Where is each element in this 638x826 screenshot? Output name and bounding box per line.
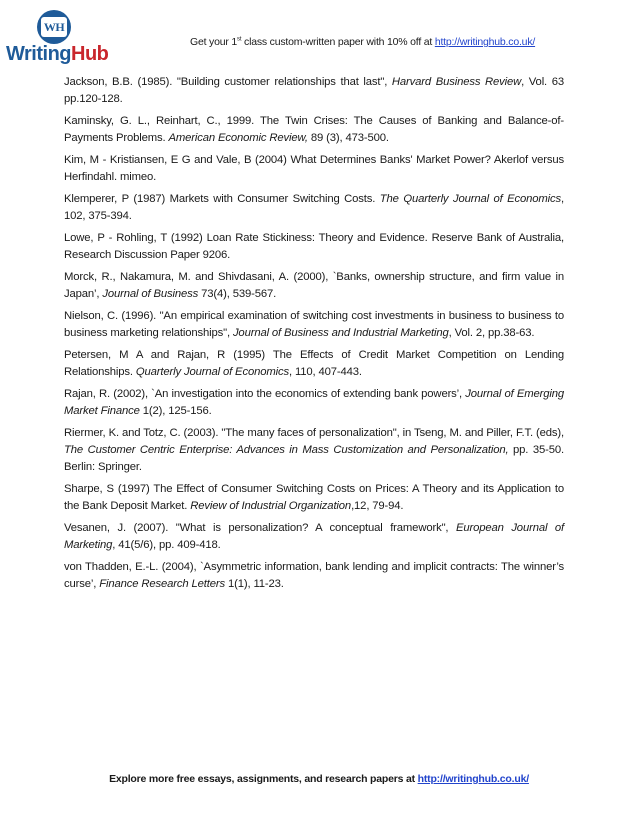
ref-text: Sharpe, S (1997) The Effect of Consumer Switching Costs on Prices: A Theory and its Application to the Bank Deposit Market. bbox=[64, 483, 564, 512]
ref-source: The Quarterly Journal of Economics bbox=[379, 193, 561, 205]
reference-entry bbox=[64, 386, 564, 420]
header-promo bbox=[190, 36, 630, 48]
ref-source: European Journal of Marketing bbox=[64, 522, 564, 551]
footer-text: Explore more free essays, assignments, and research papers at bbox=[109, 773, 418, 785]
ref-text: von Thadden, E.-L. (2004), `Asymmetric information, bank lending and implicit contracts: The winner’s curse’, bbox=[64, 561, 564, 590]
footer-link[interactable]: http://writinghub.co.uk/ bbox=[417, 773, 529, 785]
logo-hub: Hub bbox=[71, 43, 109, 65]
ref-text: Lowe, P - Rohling, T (1992) Loan Rate Stickiness: Theory and Evidence. Reserve Bank of Australia, Research Discussion Paper 9206. bbox=[64, 232, 564, 261]
ref-text: Kaminsky, G. L., Reinhart, C., 1999. The Twin Crises: The Causes of Banking and Balance-of-Payments Problems. bbox=[64, 115, 564, 144]
reference-entry bbox=[64, 191, 564, 225]
ref-details: , 102, 375-394. bbox=[64, 193, 564, 222]
ref-source: Finance Research Letters bbox=[99, 578, 225, 590]
reference-entry bbox=[64, 269, 564, 303]
ref-source: The Customer Centric Enterprise: Advances in Mass Customization and Personalization, bbox=[64, 444, 509, 456]
ref-source: Harvard Business Review bbox=[391, 76, 522, 88]
ref-source: Journal of Business and Industrial Marketing bbox=[232, 327, 449, 339]
ref-text: Kim, M - Kristiansen, E G and Vale, B (2004) What Determines Banks' Market Power? Akerlof versus Herfindahl. mimeo. bbox=[64, 154, 564, 183]
reference-entry bbox=[64, 308, 564, 342]
ref-details: 1(1), 11-23. bbox=[224, 578, 284, 590]
ref-details: , 110, 407-443. bbox=[288, 366, 362, 378]
header-pre: Get your 1 bbox=[190, 36, 238, 48]
ref-details: 89 (3), 473-500. bbox=[307, 132, 389, 144]
ref-details: pp. 35-50. Berlin: Springer. bbox=[64, 444, 564, 473]
ref-text: Vesanen, J. (2007). "What is personalization? A conceptual framework", bbox=[64, 522, 456, 534]
footer-promo bbox=[0, 773, 638, 785]
ref-text: Klemperer, P (1987) Markets with Consumer Switching Costs. bbox=[64, 193, 380, 205]
ref-source: Review of Industrial Organization bbox=[190, 500, 352, 512]
reference-entry bbox=[64, 520, 564, 554]
reference-entry bbox=[64, 74, 564, 108]
ref-source: Journal of Emerging Market Finance bbox=[64, 388, 564, 417]
ref-text: Morck, R., Nakamura, M. and Shivdasani, A. (2000), `Banks, ownership structure, and firm value in Japan’, bbox=[64, 271, 564, 300]
reference-entry bbox=[64, 230, 564, 264]
reference-entry bbox=[64, 347, 564, 381]
ref-details: , 41(5/6), pp. 409-418. bbox=[112, 539, 221, 551]
ref-source: Journal of Business bbox=[102, 288, 199, 300]
header-link[interactable]: http://writinghub.co.uk/ bbox=[434, 36, 536, 48]
reference-list bbox=[64, 74, 564, 598]
header-sup: st bbox=[237, 36, 242, 43]
ref-text: Riermer, K. and Totz, C. (2003). "The many faces of personalization", in Tseng, M. and Piller, F.T. (eds), bbox=[64, 427, 564, 439]
ref-text: Jackson, B.B. (1985). "Building customer relationships that last", bbox=[64, 76, 392, 88]
ref-text: Rajan, R. (2002), `An investigation into the economics of extending bank powers’, bbox=[64, 388, 466, 400]
writinghub-logo[interactable] bbox=[6, 8, 109, 66]
logo-badge-icon bbox=[37, 10, 71, 44]
ref-source: American Economic Review, bbox=[168, 132, 308, 144]
reference-entry bbox=[64, 481, 564, 515]
ref-details: 73(4), 539-567. bbox=[198, 288, 277, 300]
ref-details: , Vol. 63 pp.120-128. bbox=[64, 76, 564, 105]
logo-writing: Writing bbox=[6, 43, 72, 65]
logo-wordmark bbox=[6, 44, 108, 64]
ref-text: Petersen, M A and Rajan, R (1995) The Effects of Credit Market Competition on Lending Relationships. bbox=[64, 349, 564, 378]
header-post: class custom-written paper with 10% off at bbox=[241, 36, 435, 48]
reference-entry bbox=[64, 559, 564, 593]
logo-badge-text: WH bbox=[41, 17, 67, 37]
ref-details: ,12, 79-94. bbox=[351, 500, 404, 512]
ref-details: , Vol. 2, pp.38-63. bbox=[448, 327, 535, 339]
reference-entry bbox=[64, 113, 564, 147]
ref-source: Quarterly Journal of Economics bbox=[135, 366, 289, 378]
reference-entry bbox=[64, 152, 564, 186]
ref-text: Nielson, C. (1996). "An empirical examination of switching cost investments in business to business to business marketing relationships", bbox=[64, 310, 564, 339]
reference-entry bbox=[64, 425, 564, 476]
ref-details: 1(2), 125-156. bbox=[139, 405, 212, 417]
